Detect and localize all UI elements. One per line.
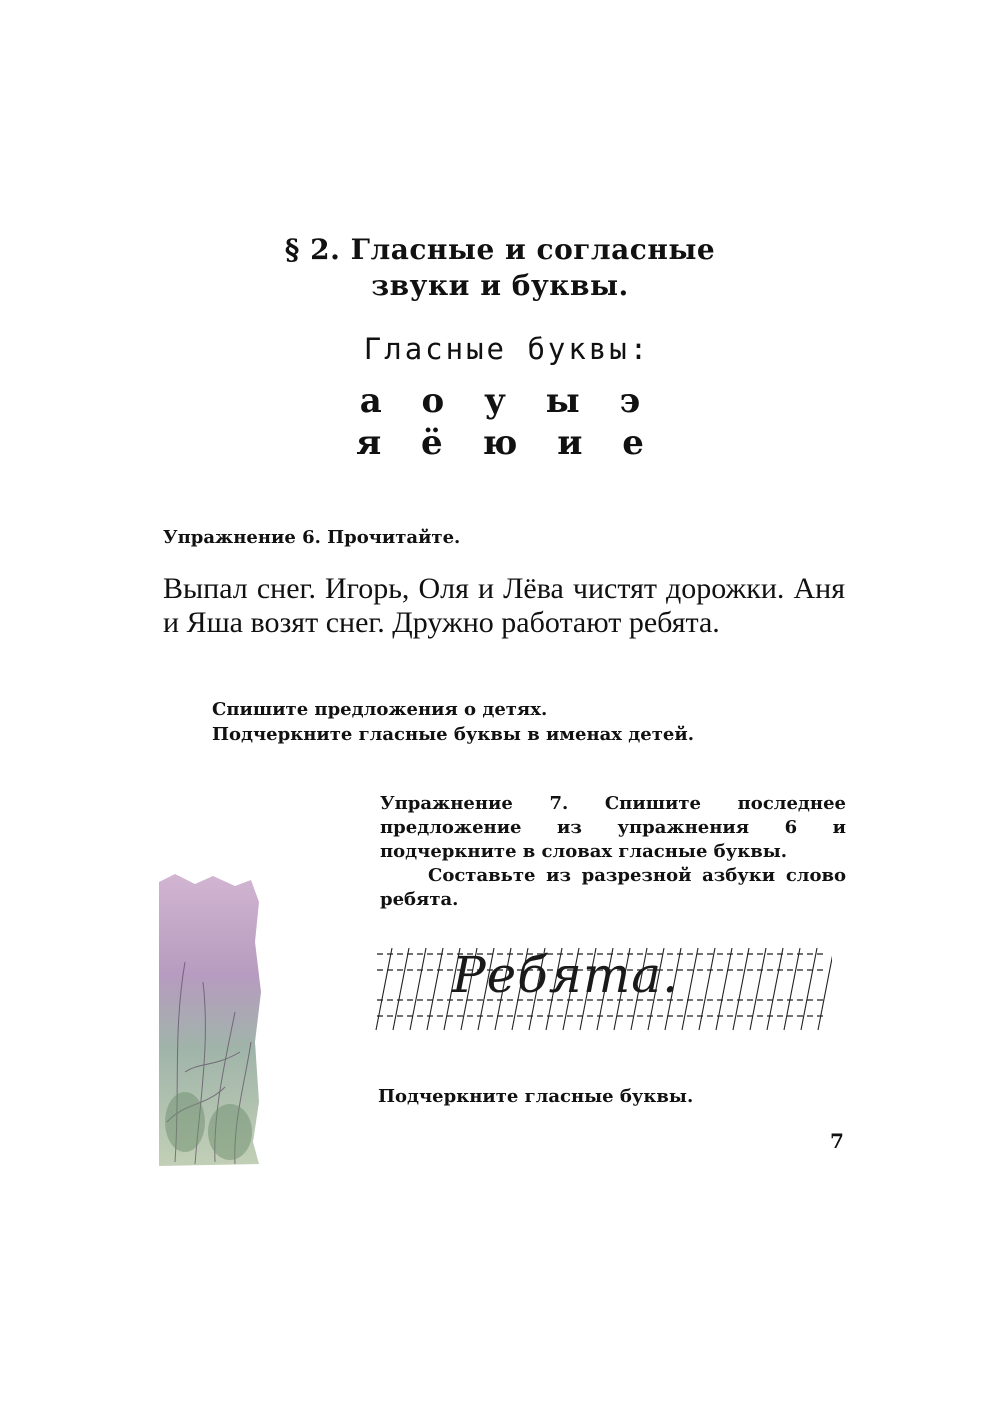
exercise-7-text: Упражнение 7. Спишите последнее предложение из упражнения 6 и подчеркните в словах гласные буквы. [380,793,846,862]
section-title-line2: звуки и буквы. [371,269,629,302]
section-title [200,232,800,304]
exercise-6-task-1: Спишите предложения о детях. [212,699,548,720]
copybook-slant-line [818,948,832,1030]
cursive-word: Ребята. [452,946,679,1004]
page-number: 7 [830,1129,844,1153]
copybook-slant-line [801,948,817,1030]
copybook-slant-line [410,948,426,1030]
copybook-slant-line [393,948,409,1030]
exercise-6-task-2: Подчеркните гласные буквы в именах детей. [212,724,694,745]
grass-illustration [155,872,263,1168]
vowels-list [300,380,714,464]
vowels-heading: Гласные буквы: [363,332,651,366]
copybook-slant-line [767,948,783,1030]
vowels-row-2: я ё ю и е [356,423,658,463]
vowels-row-1: а о у ы э [359,381,655,421]
copybook-slant-line [733,948,749,1030]
copybook-slant-line [427,948,443,1030]
exercise-6-reading-text: Выпал снег. Игорь, Оля и Лёва чистят дорожки. Аня и Яша возят снег. Дружно работают ребята. [163,572,845,639]
section-title-line1: § 2. Гласные и согласные [284,233,716,266]
copybook-slant-line [682,948,698,1030]
final-task: Подчеркните гласные буквы. [378,1086,694,1107]
copybook-slant-line [750,948,766,1030]
copybook-slant-line [376,948,392,1030]
exercise-7-block [380,792,846,912]
exercise-6-heading: Упражнение 6. Прочитайте. [163,527,461,548]
copybook-slant-line [716,948,732,1030]
copybook-slant-line [699,948,715,1030]
exercise-6-tasks [212,697,694,747]
copybook-slant-line [784,948,800,1030]
exercise-7-text-2: Составьте из разрезной азбуки слово ребята. [380,865,846,910]
